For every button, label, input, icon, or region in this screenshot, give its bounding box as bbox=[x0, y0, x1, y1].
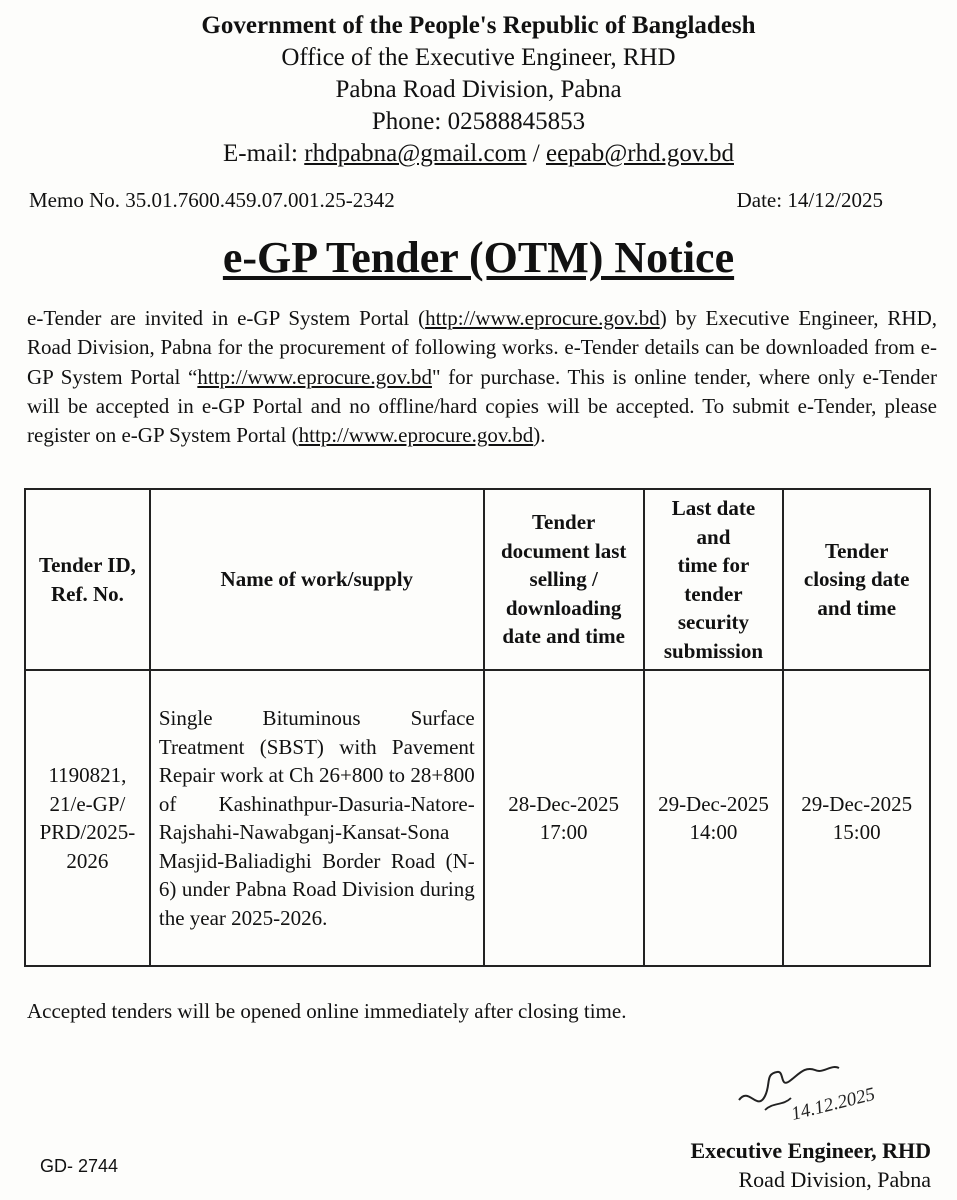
email-link-2[interactable]: eepab@rhd.gov.bd bbox=[545, 140, 734, 167]
portal-link-2[interactable]: http://www.eprocure.gov.bd bbox=[197, 364, 432, 389]
header-tender-id: Tender ID, Ref. No. bbox=[25, 489, 150, 670]
portal-link-1[interactable]: http://www.eprocure.gov.bd bbox=[425, 306, 660, 330]
signatory-block bbox=[690, 1136, 931, 1194]
office-name: Office of the Executive Engineer, RHD bbox=[281, 44, 676, 71]
cell-closing-date: 29-Dec-2025 15:00 bbox=[783, 670, 930, 966]
officer-office: Road Division, Pabna bbox=[738, 1167, 931, 1192]
email-link-1[interactable]: rhdpabna@gmail.com bbox=[304, 140, 527, 167]
email-label: E-mail: bbox=[223, 140, 305, 167]
header-work-name: Name of work/supply bbox=[150, 489, 484, 670]
officer-title: Executive Engineer, RHD bbox=[690, 1138, 931, 1163]
cell-tender-id: 1190821, 21/e-GP/ PRD/2025- 2026 bbox=[25, 670, 150, 966]
cell-security-date: 29-Dec-2025 14:00 bbox=[644, 670, 784, 966]
signature bbox=[735, 1040, 905, 1130]
memo-number: Memo No. 35.01.7600.459.07.001.25-2342 bbox=[29, 188, 395, 212]
division-name: Pabna Road Division, Pabna bbox=[335, 76, 622, 103]
header-closing-date: Tender closing date and time bbox=[783, 489, 930, 670]
cell-document-date: 28-Dec-2025 17:00 bbox=[484, 670, 644, 966]
intro-text-4: ). bbox=[533, 423, 546, 448]
email-line bbox=[0, 138, 957, 170]
intro-text-3: " for purchase. This is online tender, where only e-Tender will be accepted in e-GP Portal and no offline/hard copies will be accepted. To submit e-Tender, please register on e-GP System Portal ( bbox=[27, 364, 937, 448]
table-row bbox=[25, 670, 930, 966]
notice-title: e-GP Tender (OTM) Notice bbox=[222, 233, 735, 282]
cell-work-name: Single Bituminous Surface Treatment (SBST) with Pavement Repair work at Ch 26+800 to 28+800 of Kashinathpur-Dasuria-Natore-Rajshahi-Nawabganj-Kansat-Sona Masjid-Baliadighi Border Road (N-6) under Pabna Road Division during the year 2025-2026. bbox=[150, 670, 484, 966]
phone-number: Phone: 02588845853 bbox=[371, 108, 586, 135]
intro-paragraph bbox=[27, 304, 937, 450]
header-security-date: Last date and time for tender security submission bbox=[644, 489, 784, 670]
header-document-date: Tender document last selling / downloading date and time bbox=[484, 489, 644, 670]
signature-date: 14.12.2025 bbox=[789, 1083, 878, 1125]
tender-table bbox=[24, 488, 931, 967]
memo-date: Date: 14/12/2025 bbox=[736, 188, 883, 212]
intro-text-1: e-Tender are invited in e-GP System Portal ( bbox=[27, 306, 426, 330]
portal-link-3[interactable]: http://www.eprocure.gov.bd bbox=[298, 423, 534, 448]
gd-number: GD- 2744 bbox=[40, 1156, 119, 1176]
letterhead bbox=[0, 10, 957, 170]
table-header-row bbox=[25, 489, 930, 670]
government-name: Government of the People's Republic of Bangladesh bbox=[201, 12, 756, 39]
signature-stroke bbox=[765, 1098, 791, 1110]
intro-text-2: ) by Executive Engineer, RHD, Road Division, Pabna for the procurement of following works. e-Tender details can be downloaded from e-GP System Portal “ bbox=[27, 306, 937, 389]
email-separator: / bbox=[526, 140, 546, 167]
opening-note: Accepted tenders will be opened online immediately after closing time. bbox=[27, 999, 627, 1023]
